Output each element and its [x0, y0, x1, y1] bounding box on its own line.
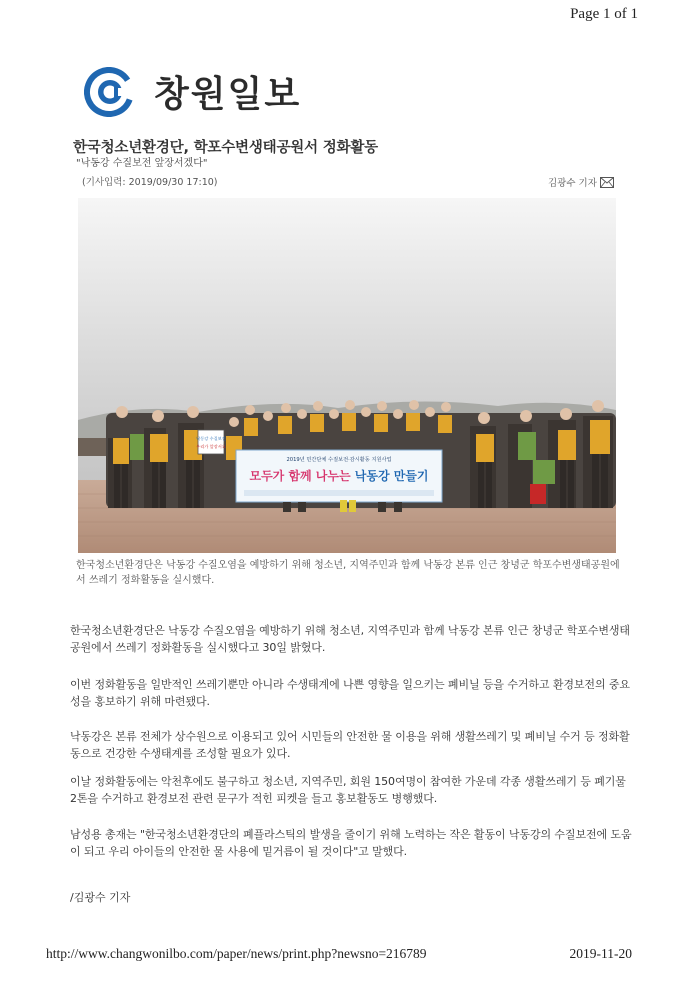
masthead-name: 창원일보: [154, 74, 302, 115]
changwon-ilbo-logo-icon: [84, 67, 134, 117]
article-photo: [78, 198, 616, 553]
page-number: Page 1 of 1: [570, 6, 638, 22]
byline-name: 김광수 기자: [548, 178, 597, 189]
article-signoff: /김광수 기자: [70, 891, 131, 904]
body-paragraph-2: 이번 정화활동을 일반적인 쓰레기뿐만 아니라 수생태계에 나쁜 영향을 일으키는 폐비닐 등을 수거하고 환경보전의 중요성을 홍보하기 위해 마련됐다.: [70, 678, 630, 708]
body-paragraph-5: 남성용 총재는 "한국청소년환경단의 폐플라스틱의 발생을 줄이기 위해 노력하는 작은 활동이 낙동강의 수질보전에 도움이 되고 우리 아이들의 안전한 물 사용에 밑거름이 될 것이다"고 말했다.: [70, 828, 632, 858]
article-headline: 한국청소년환경단, 학포수변생태공원서 정화활동: [73, 140, 378, 156]
picket-sign-line2: 우리가 앞장서요: [196, 444, 226, 449]
body-paragraph-3: 낙동강은 본류 전체가 상수원으로 이용되고 있어 시민들의 안전한 물 이용을 위해 생활쓰레기 및 폐비닐 수거 등 정화활동으로 건강한 수생태계를 조성할 필요가 있다.: [70, 730, 630, 760]
article-byline: [548, 175, 614, 189]
banner-small-text: 2019년 민간단체 수질보전·감시활동 지원사업: [286, 457, 392, 463]
banner-main-part-b: 낙동강 만들기: [354, 469, 429, 483]
footer-print-date: 2019-11-20: [569, 946, 632, 961]
body-paragraph-1: 한국청소년환경단은 낙동강 수질오염을 예방하기 위해 청소년, 지역주민과 함께 낙동강 본류 인근 창녕군 학포수변생태공원에서 쓰레기 정화활동을 실시했다고 30일 밝혔다.: [70, 624, 630, 654]
banner-main-part-a: 모두가 함께 나누는: [249, 469, 355, 483]
banner-main-text: [249, 468, 428, 483]
email-icon[interactable]: [600, 177, 614, 188]
article-dateline: (기사입력: 2019/09/30 17:10): [82, 177, 218, 188]
footer-url-link[interactable]: http://www.changwonilbo.com/paper/news/print.php?newsno=216789: [46, 946, 427, 961]
body-paragraph-4: 이날 정화활동에는 악천후에도 불구하고 청소년, 지역주민, 회원 150여명이 참여한 가운데 각종 생활쓰레기 등 폐기물 2톤을 수거하고 환경보전 관련 문구가 적힌 피켓을 들고 홍보활동도 병행했다.: [70, 775, 626, 805]
photo-banner: [236, 450, 442, 502]
photo-caption: 한국청소년환경단은 낙동강 수질오염을 예방하기 위해 청소년, 지역주민과 함께 낙동강 본류 인근 창녕군 학포수변생태공원에서 쓰레기 정화활동을 실시했다.: [76, 560, 620, 586]
article-subtitle: "낙동강 수질보전 앞장서겠다": [76, 158, 208, 169]
masthead: [84, 66, 301, 117]
picket-sign-line1: 낙동강 수질보전: [196, 436, 226, 441]
